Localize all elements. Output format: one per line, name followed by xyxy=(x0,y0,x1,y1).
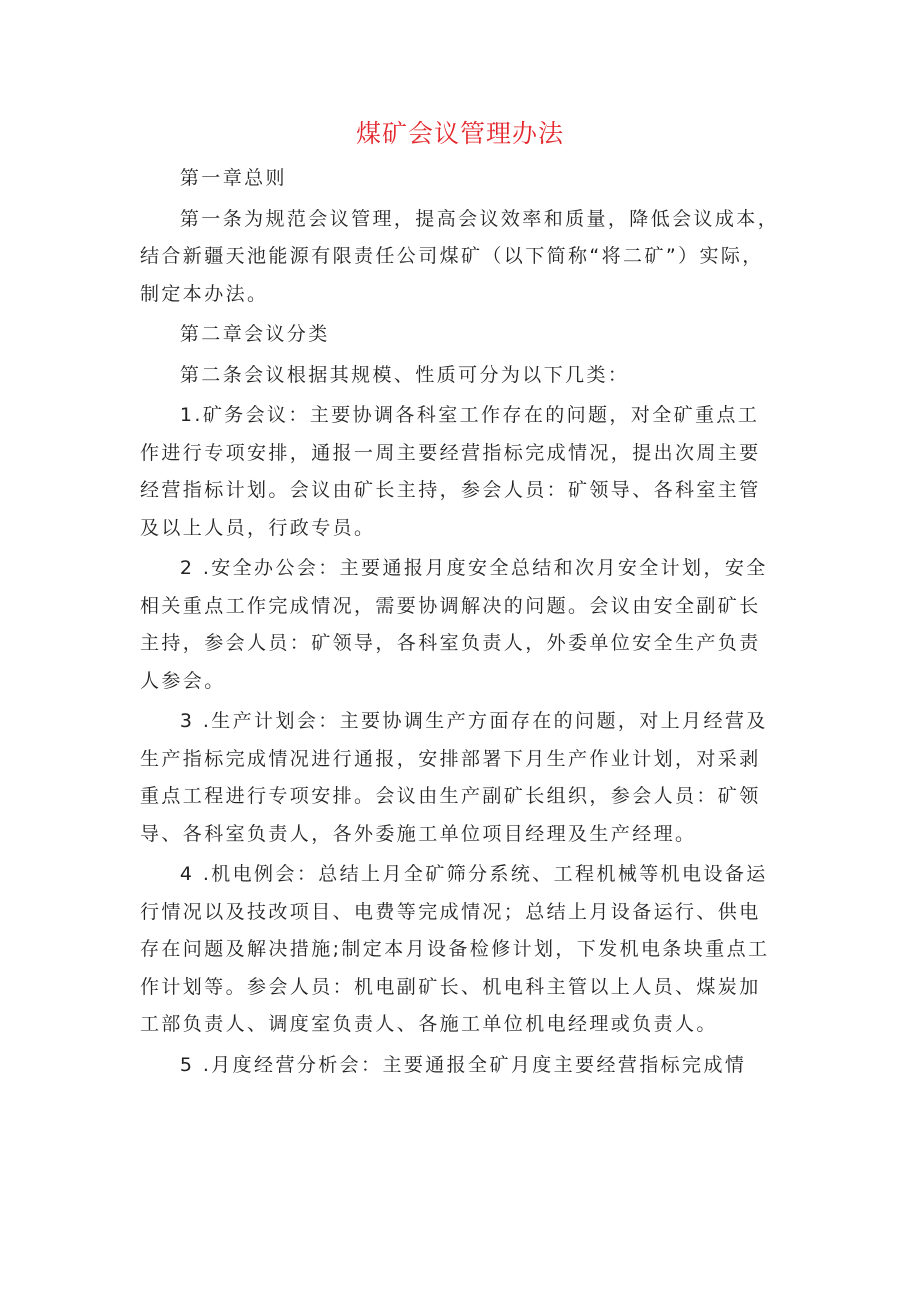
list-item-safety-meeting: 2 .安全办公会：主要通报月度安全总结和次月安全计划，安全相关重点工作完成情况，需要协调解决的问题。会议由安全副矿长主持，参会人员：矿领导，各科室负责人，外委单位安全生产负责人参会。 xyxy=(140,557,768,692)
chapter-2-heading: 第二章会议分类 xyxy=(179,323,330,345)
document-body xyxy=(140,160,780,1087)
article-2-paragraph: 第二条会议根据其规模、性质可分为以下几类： xyxy=(179,363,630,386)
list-item-production-plan-meeting: 3 .生产计划会：主要协调生产方面存在的问题，对上月经营及生产指标完成情况进行通报，安排部署下月生产作业计划，对采剥重点工程进行专项安排。会议由生产副矿长组织，参会人员：矿领导、各科室负责人，各外委施工单位项目经理及生产经理。 xyxy=(140,710,768,845)
list-item-monthly-analysis-meeting: 5 .月度经营分析会：主要通报全矿月度主要经营指标完成情 xyxy=(179,1053,747,1076)
list-item-mine-affairs-meeting: 1.矿务会议：主要协调各科室工作存在的问题，对全矿重点工作进行专项安排，通报一周主要经营指标完成情况，提出次周主要经营指标计划。会议由矿长主持，参会人员：矿领导、各科室主管及以上人员，行政专员。 xyxy=(140,404,761,539)
document-title: 煤矿会议管理办法 xyxy=(355,119,564,148)
chapter-1-heading: 第一章总则 xyxy=(179,167,287,189)
article-1-paragraph: 第一条为规范会议管理，提高会议效率和质量，降低会议成本，结合新疆天池能源有限责任公司煤矿（以下简称“将二矿”）实际，制定本办法。 xyxy=(140,207,780,305)
list-item-electromechanical-meeting: 4 .机电例会：总结上月全矿筛分系统、工程机械等机电设备运行情况以及技改项目、电费等完成情况；总结上月设备运行、供电存在问题及解决措施;制定本月设备检修计划，下发机电条块重点工作计划等。参会人员：机电副矿长、机电科主管以上人员、煤炭加工部负责人、调度室负责人、各施工单位机电经理或负责人。 xyxy=(140,863,770,1035)
